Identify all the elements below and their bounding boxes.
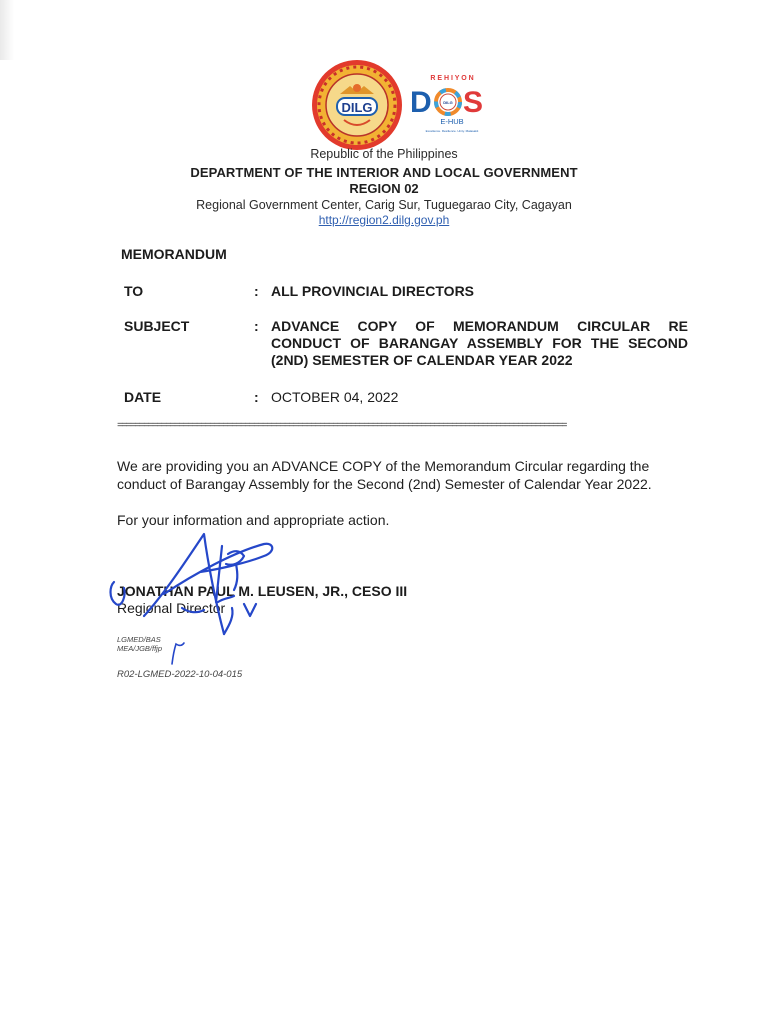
dos-ehub-logo [408,72,496,136]
dilg-seal-text: DILG [341,100,373,115]
reference-initials-line-1: LGMED/BAS [117,635,161,644]
body-paragraph-2: For your information and appropriate action. [117,512,390,528]
subject-value: ADVANCE COPY OF MEMORANDUM CIRCULAR RE CONDUCT OF BARANGAY ASSEMBLY FOR THE SECOND (2ND) SEMESTER OF CALENDAR YEAR 2022 [271,318,688,368]
svg-text:D: D [410,86,432,119]
date-label: DATE [124,389,162,405]
header-region: REGION 02 [349,181,419,196]
dos-inner-text: DILG [443,100,453,105]
body-paragraph-1: We are providing you an ADVANCE COPY of the Memorandum Circular regarding the conduct of Barangay Assembly for the Second (2nd) Semester of Calendar Year 2022. [117,458,652,492]
subject-label: SUBJECT [124,318,190,334]
header-republic: Republic of the Philippines [310,147,458,161]
date-colon: : [254,389,259,405]
scan-edge-shadow [0,0,14,60]
to-label: TO [124,283,144,299]
dilg-seal-logo [310,58,404,152]
reference-initials [117,635,162,653]
header-website-link[interactable]: http://region2.dilg.gov.ph [318,213,450,227]
dos-tagline: Excellence. Resilience. Unity. Malasakit [425,129,479,133]
initial-mark [168,640,188,666]
dos-ehub-text: E-HUB [440,117,464,126]
signatory-title: Regional Director [117,600,226,616]
signatory-name: JONATHAN PAUL M. LEUSEN, JR., CESO III [117,583,408,599]
svg-text:S: S [463,86,484,119]
separator-line: ====================================================================================================== [117,421,566,432]
to-value: ALL PROVINCIAL DIRECTORS [271,283,475,299]
header-department: DEPARTMENT OF THE INTERIOR AND LOCAL GOVERNMENT [190,165,578,180]
reference-initials-line-2: MEA/JGB/ffjp [117,644,163,653]
reference-code: R02-LGMED-2022-10-04-015 [117,669,243,680]
to-colon: : [254,283,259,299]
dos-region-text: R E H I Y O N [430,75,474,82]
subject-colon: : [254,318,259,334]
memo-title: MEMORANDUM [121,246,227,262]
date-value: OCTOBER 04, 2022 [271,389,399,405]
header-address: Regional Government Center, Carig Sur, Tuguegarao City, Cagayan [196,198,572,212]
